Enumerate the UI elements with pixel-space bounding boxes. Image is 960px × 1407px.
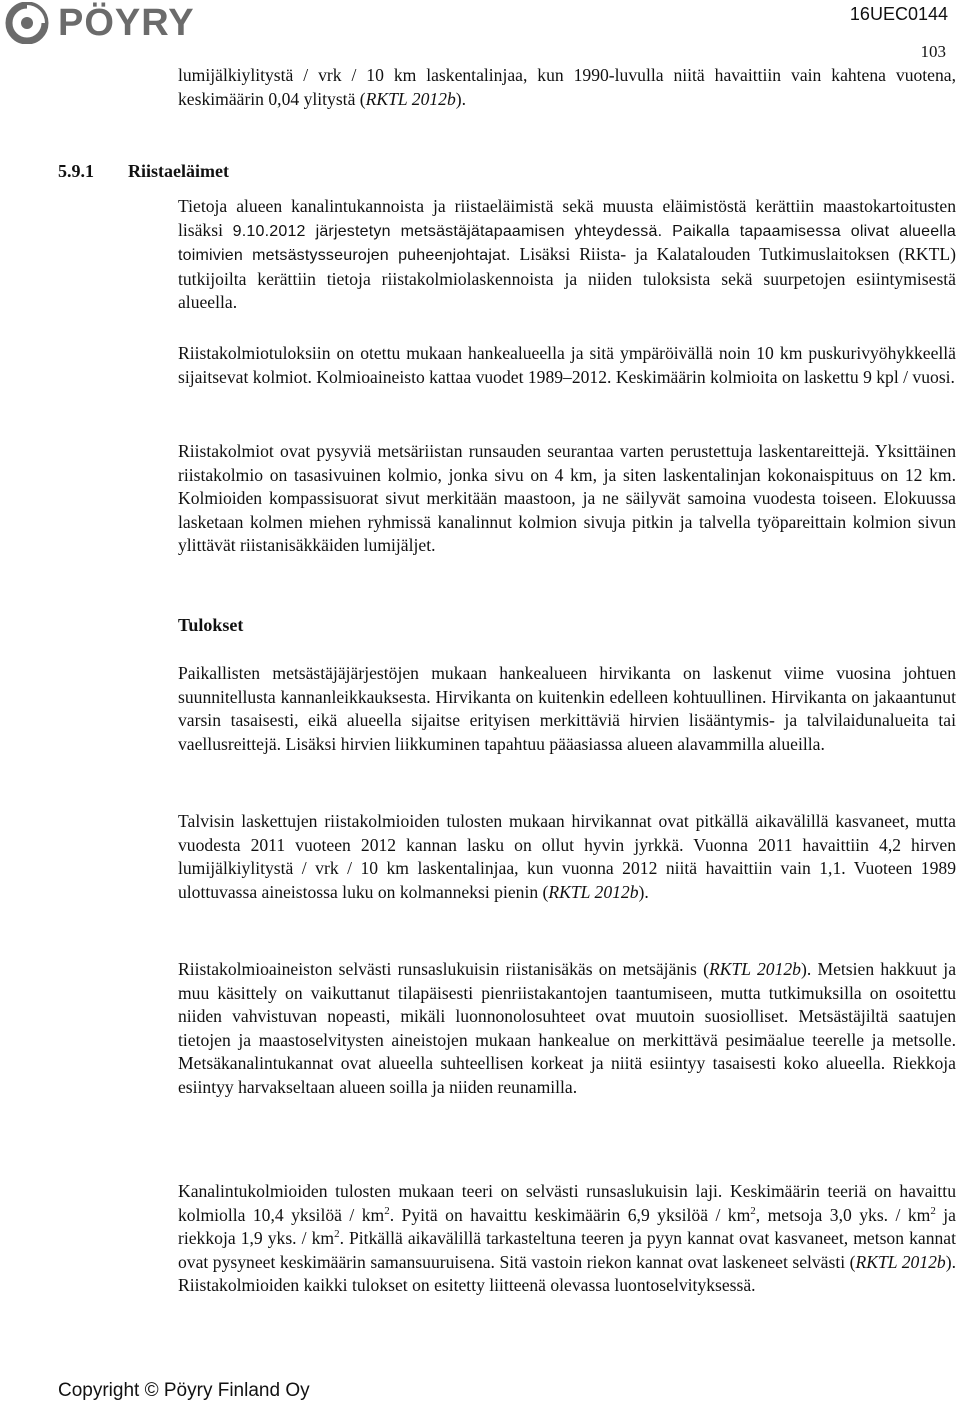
p7-text-4: ja riekkoja 1,9 yks. / km (178, 1204, 956, 1249)
citation: RKTL 2012b (855, 1251, 946, 1272)
paragraph-data-sources (178, 195, 956, 315)
intro-text: lumijälkiylitystä / vrk / 10 km laskentalinjaa, kun 1990-luvulla niitä havaittiin vain kahtena vuotena, keskimäärin 0,04 ylitystä ( (178, 65, 956, 109)
p6-text: Riistakolmioaineiston selvästi runsaslukuisin riistanisäkäs on metsäjänis ( (178, 959, 709, 979)
paragraph-moose-population (178, 662, 956, 756)
p1-text-b: Lisäksi Riista- ja Kalatalouden Tutkimuslaitoksen (RKTL) tutkijoilta kerättiin tietoja riistakolmiolaskennoista ja niiden tuloksista sekä suurpetojen esiintymisestä alueella. (178, 244, 956, 313)
paragraph-triangle-method (178, 440, 956, 558)
paragraph-hare-grouse (178, 958, 956, 1100)
p1-text-sans: 9.10.2012 järjestetyn metsästäjätapaamisen yhteydessä. Paikalla tapaamisessa olivat alueella toimivien metsästysseurojen puheenjohtajat. (178, 222, 956, 265)
intro-paragraph (178, 64, 956, 111)
poyry-swirl-icon (2, 2, 52, 44)
section-heading (58, 161, 229, 182)
p7-text-1: Kanalintukolmioiden tulosten mukaan teeri on selvästi runsaslukuisin laji. Keskimäärin teeriä on havaittu kolmiolla 10,4 yksilöä / km (178, 1181, 956, 1225)
section-title: Riistaeläimet (128, 161, 229, 181)
p7-text-2: . Pyitä on havaittu keskimäärin 6,9 yksilöä / km (389, 1204, 751, 1225)
paragraph-triangle-results (178, 342, 956, 389)
p1-text-a: Tietoja alueen kanalintukannoista ja riistaeläimistä sekä muusta eläimistöstä kerättiin maastokartoitusten lisäksi (178, 196, 956, 240)
section-number: 5.9.1 (58, 161, 94, 181)
page-number: 103 (920, 42, 946, 61)
p3-text: Riistakolmiot ovat pysyviä metsäriistan runsauden seurantaa varten perustettuja laskentareittejä. Yksittäinen riistakolmio on tasasivuinen kolmio, jonka sivu on 4 km, ja siten laskentalinjan kokonaispituus on 12 km. Kolmioiden kompassisuorat sivut merkitään maastoon, ja ne säilyvät samoina vuodesta toiseen. Elokuussa lasketaan kolmen miehen ryhmissä kanalinnut kolmion sivuja pitkin ja talvella työpareittain kolmion sivun ylittävät riistanisäkkäiden lumijäljet. (178, 441, 956, 556)
p6-text-end: ). Metsien hakkuut ja muu käsittely on vaikuttanut tilapäisesti pienriistakantojen taantumiseen, mutta tutkimuksilla on osoitettu niiden vahvistuvan nopeasti, mikäli luonnonolosuhteet ovat muutoin suosiolliset. Metsästäjiltä saatujen tietojen ja maastoselvitysten aineistojen mukaan hankealue on merkittävä pesimäalue teerelle ja metsolle. Metsäkanalintukannat ovat alueella suhteellisen korkeat ja niitä esiintyy tasaisesti koko alueella. Riekkoja esiintyy harvakseltaan alueen soilla ja niiden reunamilla. (178, 959, 957, 1097)
p7-text-3: , metsoja 3,0 yks. / km (755, 1204, 931, 1225)
citation: RKTL 2012b (365, 88, 456, 109)
paragraph-moose-counts (178, 810, 956, 904)
results-heading: Tulokset (178, 615, 244, 635)
superscript: 2 (750, 1204, 756, 1217)
p4-text: Paikallisten metsästäjäjärjestöjen mukaan hankealueen hirvikanta on laskenut viime vuosina johtuen suunnitellusta kannanleikkauksesta. Hirvikanta on kuitenkin edelleen kohtuullinen. Hirvikanta on jakaantunut varsin tasaisesti, eikä alueella sijaitse erityisen merkittäviä hirvien lisääntymis- ja talvilaidunalueita tai vaellusreittejä. Lisäksi hirvien liikkuminen tapahtuu pääasiassa alueen alavammilla alueilla. (178, 663, 956, 754)
copyright-footer: Copyright © Pöyry Finland Oy (58, 1380, 310, 1401)
p7-text-6: ). Riistakolmioiden kaikki tulokset on esitetty liitteenä olevassa luontoselvityksessä. (178, 1251, 956, 1296)
p2-text: Riistakolmiotuloksiin on otettu mukaan hankealueella ja sitä ympäröivällä noin 10 km puskurivyöhykkeellä sijaitsevat kolmiot. Kolmioaineisto kattaa vuodet 1989–2012. Keskimäärin kolmioita on laskettu 9 kpl / vuosi. (178, 343, 956, 387)
citation: RKTL 2012b (709, 959, 801, 979)
brand-name: PÖYRY (58, 2, 195, 44)
poyry-logo (2, 2, 195, 44)
superscript: 2 (334, 1228, 340, 1241)
paragraph-grouse-triangles (178, 1180, 956, 1298)
superscript: 2 (384, 1204, 390, 1217)
document-code: 16UEC0144 (849, 4, 948, 24)
page-header (0, 0, 960, 61)
p5-text-end: ). (638, 881, 649, 902)
citation: RKTL 2012b (548, 881, 639, 902)
superscript: 2 (930, 1204, 936, 1217)
p5-text: Talvisin laskettujen riistakolmioiden tulosten mukaan hirvikannat ovat pitkällä aikavälillä kasvaneet, mutta vuodesta 2011 vuoteen 2012 kannan lasku on ollut hyvin jyrkkä. Vuonna 2011 havaittiin 4,2 hirven lumijälkiylitystä / vrk / 10 km laskentalinjaa, kun vuonna 2012 niitä havaittiin vain 1,1. Vuoteen 1989 ulottuvassa aineistossa luku on kolmanneksi pienin ( (178, 811, 956, 902)
intro-text-end: ). (455, 88, 467, 109)
p7-text-5: . Pitkällä aikavälillä tarkasteltuna teeren ja pyyn kannat ovat kasvaneet, metson kannat ovat pysyneet keskimäärin samansuuruisena. Sitä vastoin riekon kannat ovat laskeneet selvästi ( (178, 1228, 956, 1272)
